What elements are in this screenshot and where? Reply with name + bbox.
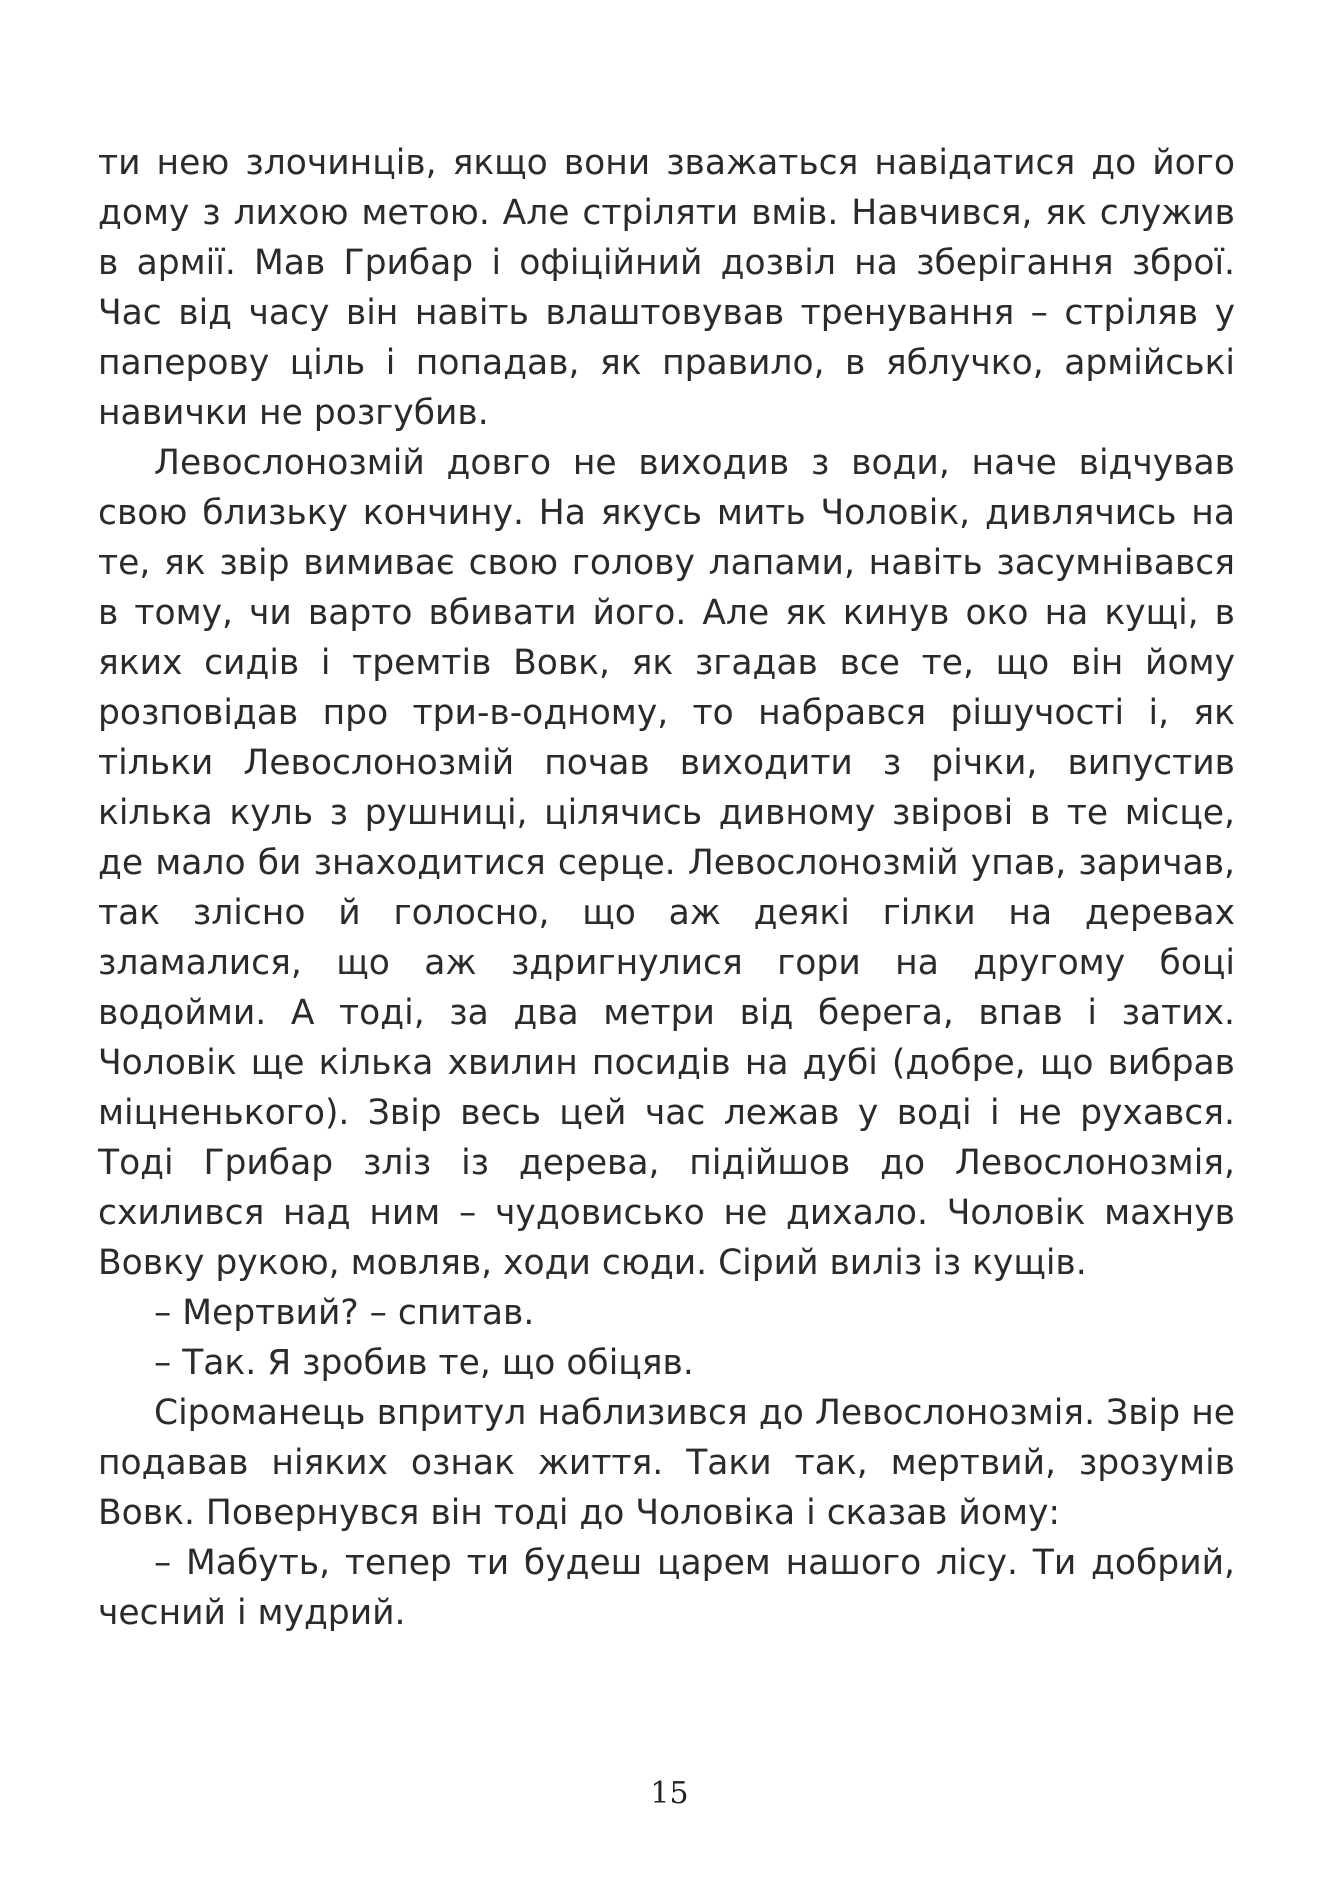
paragraph-1: ти нею злочинців, якщо вони зважаться навідатися до його дому з лихою метою. Але стріляти вмів. Навчився, як служив в армії. Мав Грибар і офіційний дозвіл на зберігання зброї. Час від часу він навіть влаштовував тренування – стріляв у паперову ціль і попадав, як правило, в яблучко, армійські навички не розгубив. xyxy=(98,143,1235,433)
dialogue-line-2: – Так. Я зробив те, що обіцяв. xyxy=(154,1343,694,1383)
body-text xyxy=(98,138,1235,1638)
dialogue-line-3: – Мабуть, тепер ти будеш царем нашого лісу. Ти добрий, чесний і мудрий. xyxy=(98,1543,1235,1633)
paragraph-3: Сіроманець впритул наблизився до Левослонозмія. Звір не подавав ніяких ознак життя. Таки так, мертвий, зрозумів Вовк. Повернувся він тоді до Чоловіка і сказав йому: xyxy=(98,1393,1235,1533)
page-number: 15 xyxy=(650,1776,689,1811)
paragraph-2: Левослонозмій довго не виходив з води, наче відчував свою близьку кончину. На якусь мить Чоловік, дивлячись на те, як звір вимиває свою голову лапами, навіть засумнівався в тому, чи варто вбивати його. Але як кинув око на кущі, в яких сидів і тремтів Вовк, як згадав все те, що він йому розповідав про три-в-одному, то набрався рішучості і, як тільки Левослонозмій почав виходити з річки, випустив кілька куль з рушниці, цілячись дивному звірові в те місце, де мало би знаходитися серце. Левослонозмій упав, заричав, так злісно й голосно, що аж деякі гілки на деревах зламалися, що аж здригнулися гори на другому боці водойми. А тоді, за два метри від берега, впав і затих. Чоловік ще кілька хвилин посидів на дубі (добре, що вибрав міцненького). Звір весь цей час лежав у воді і не рухався. Тоді Грибар зліз із дерева, підійшов до Левослонозмія, схилився над ним – чудовисько не дихало. Чоловік махнув Вовку рукою, мовляв, ходи сюди. Сірий виліз із кущів. xyxy=(98,443,1235,1283)
dialogue-line-1: – Мертвий? – спитав. xyxy=(154,1293,535,1333)
